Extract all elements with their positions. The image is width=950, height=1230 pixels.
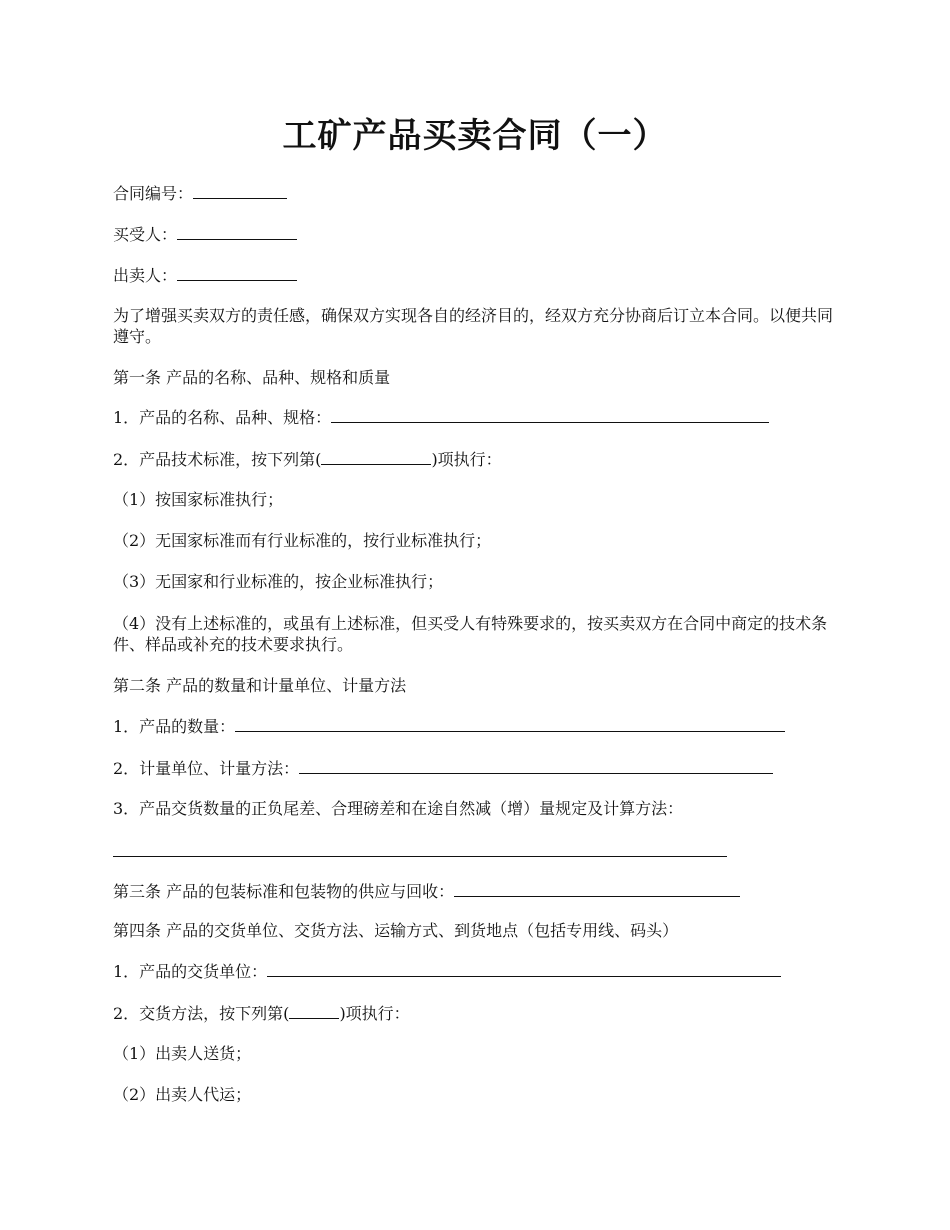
article-1-item-1 (113, 406, 769, 429)
product-name-blank[interactable] (331, 406, 769, 423)
article-4-item-2-prefix: 2．交货方法，按下列第( (113, 1004, 290, 1023)
article-3-row (113, 880, 740, 903)
buyer-label: 买受人： (113, 225, 178, 244)
tolerance-blank[interactable] (113, 840, 727, 857)
article-2-item-3-line (113, 840, 727, 863)
article-2-item-2 (113, 757, 773, 780)
standard-choice-blank[interactable] (321, 448, 431, 465)
article-2-heading: 第二条 产品的数量和计量单位、计量方法 (113, 676, 407, 695)
contract-number-blank[interactable] (193, 182, 287, 199)
article-1-item-1-label: 1．产品的名称、品种、规格： (113, 408, 332, 427)
seller-blank[interactable] (177, 264, 297, 281)
intro-paragraph: 为了增强买卖双方的责任感，确保双方实现各自的经济目的，经双方充分协商后订立本合同。以便共同遵守。 (113, 306, 834, 346)
article-1-item-2 (113, 448, 502, 471)
delivery-unit-blank[interactable] (267, 960, 781, 977)
quantity-blank[interactable] (235, 715, 785, 732)
article-2-item-2-label: 2．计量单位、计量方法： (113, 759, 300, 778)
seller-label: 出卖人： (113, 266, 178, 285)
seller-row (113, 264, 297, 287)
measurement-blank[interactable] (299, 757, 773, 774)
document-title: 工矿产品买卖合同（一） (282, 116, 668, 156)
article-4-item-1-label: 1．产品的交货单位： (113, 962, 268, 981)
article-1-item-2-prefix: 2．产品技术标准，按下列第( (113, 450, 322, 469)
article-4-option-1: （1）出卖人送货； (113, 1044, 252, 1063)
article-1-heading: 第一条 产品的名称、品种、规格和质量 (113, 368, 391, 387)
buyer-row (113, 223, 297, 246)
article-2-item-1-label: 1．产品的数量： (113, 717, 236, 736)
article-1-option-1: （1）按国家标准执行； (113, 490, 284, 509)
article-4-option-2: （2）出卖人代运； (113, 1085, 252, 1104)
article-3-heading: 第三条 产品的包装标准和包装物的供应与回收： (113, 882, 455, 901)
article-1-item-2-suffix: )项执行： (431, 450, 502, 469)
article-2-item-3: 3．产品交货数量的正负尾差、合理磅差和在途自然减（增）量规定及计算方法： (113, 799, 684, 818)
article-1-option-4: （4）没有上述标准的，或虽有上述标准，但买受人有特殊要求的，按买卖双方在合同中商定的技术条件、样品或补充的技术要求执行。 (113, 614, 828, 654)
article-1-option-3: （3）无国家和行业标准的，按企业标准执行； (113, 572, 444, 591)
article-4-heading: 第四条 产品的交货单位、交货方法、运输方式、到货地点（包括专用线、码头） (113, 921, 679, 940)
article-4-item-1 (113, 960, 781, 983)
contract-number-label: 合同编号： (113, 184, 194, 203)
article-4-item-2 (113, 1002, 410, 1025)
article-1-option-2: （2）无国家标准而有行业标准的，按行业标准执行； (113, 531, 492, 550)
contract-number-row (113, 182, 287, 205)
packaging-blank[interactable] (454, 880, 740, 897)
article-4-item-2-suffix: )项执行： (339, 1004, 410, 1023)
delivery-method-blank[interactable] (289, 1002, 339, 1019)
article-2-item-1 (113, 715, 785, 738)
buyer-blank[interactable] (177, 223, 297, 240)
